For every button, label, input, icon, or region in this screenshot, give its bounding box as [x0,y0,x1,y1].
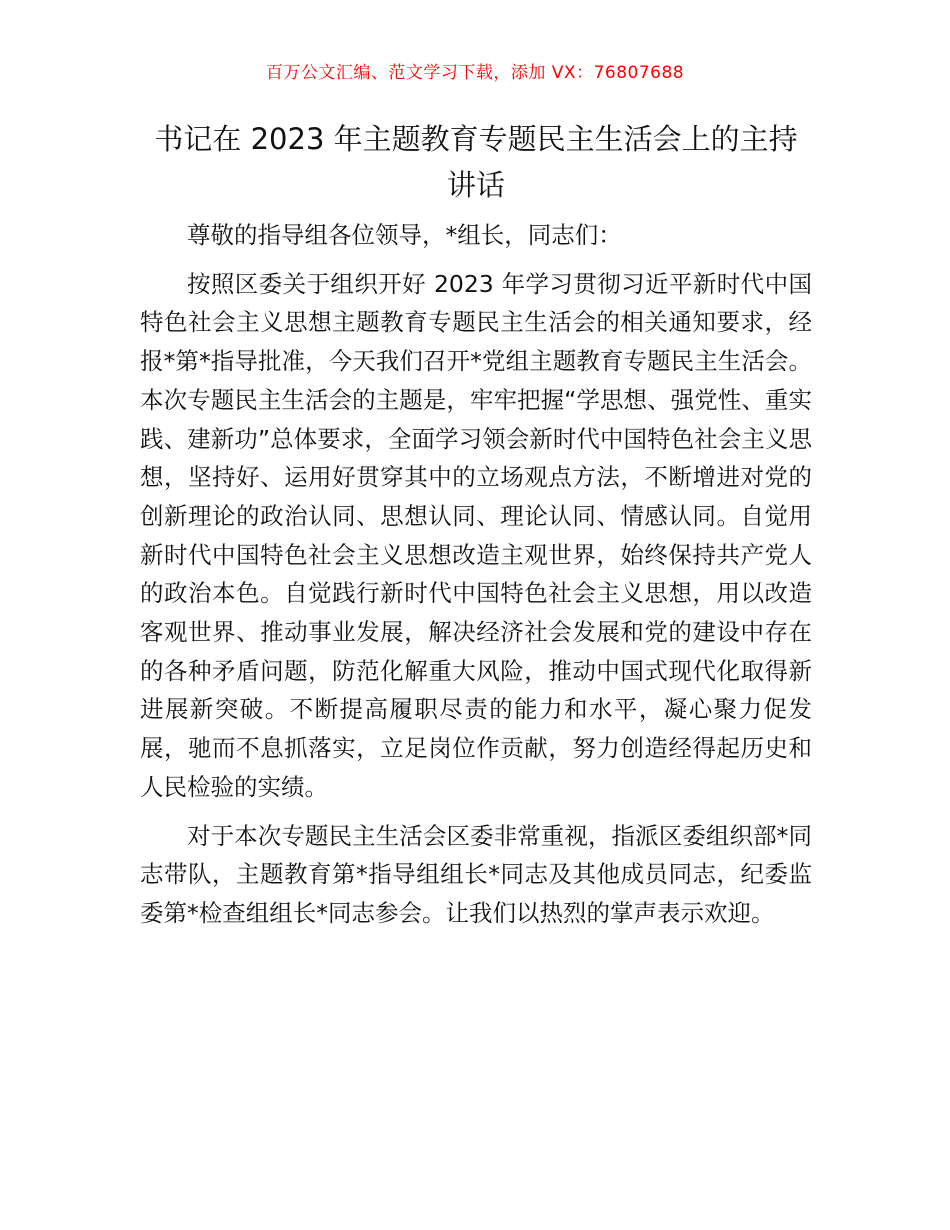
watermark-banner: 百万公文汇编、范文学习下载，添加 VX：76807688 [265,63,685,83]
body-paragraph: 按照区委关于组织开好 2023 年学习贯彻习近平新时代中国特色社会主义思想主题教育专题民主生活会的相关通知要求，经报*第*指导批准，今天我们召开*党组主题教育专题民主生活会。本次专题民主生活会的主题是，牢牢把握“学思想、强党性、重实践、建新功”总体要求，全面学习领会新时代中国特色社会主义思想，坚持好、运用好贯穿其中的立场观点方法，不断增进对党的创新理论的政治认同、思想认同、理论认同、情感认同。自觉用新时代中国特色社会主义思想改造主观世界，始终保持共产党人的政治本色。自觉践行新时代中国特色社会主义思想，用以改造客观世界、推动事业发展，解决经济社会发展和党的建设中存在的各种矛盾问题，防范化解重大风险，推动中国式现代化取得新进展新突破。不断提高履职尽责的能力和水平，凝心聚力促发展，驰而不息抓落实，立足岗位作贡献，努力创造经得起历史和人民检验的实绩。 [140,269,812,801]
document-title: 书记在 2023 年主题教育专题民主生活会上的主持讲话 [154,122,798,202]
document-body [140,216,812,943]
salutation-paragraph: 尊敬的指导组各位领导，*组长，同志们： [187,221,622,249]
body-paragraph: 对于本次专题民主生活会区委非常重视，指派区委组织部*同志带队，主题教育第*指导组组长*同志及其他成员同志，纪委监委第*检查组组长*同志参会。让我们以热烈的掌声表示欢迎。 [140,821,812,927]
